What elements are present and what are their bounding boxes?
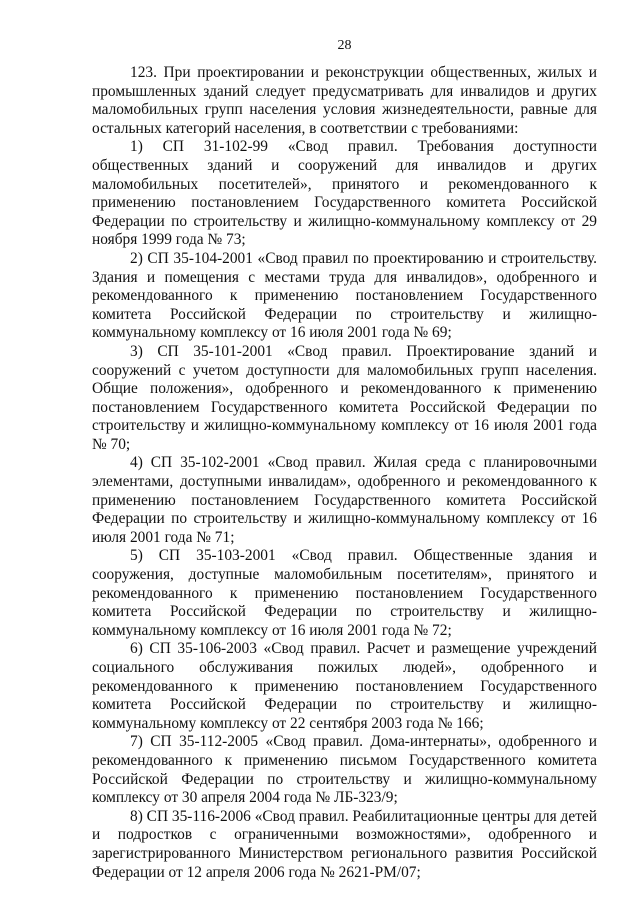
list-item-1: 1) СП 31-102-99 «Свод правил. Требования доступности общественных зданий и сооружений для инвалидов и других маломобильных посетителей», принятого и рекомендованного к применению постановлением Государственного комитета Российской Федерации по строительству и жилищно-коммунальному комплексу от 29 ноября 1999 года № 73; bbox=[92, 138, 597, 249]
list-item-5: 5) СП 35-103-2001 «Свод правил. Общественные здания и сооружения, доступные маломобильным посетителям», принятого и рекомендованного к применению постановлением Государственного комитета Российской Федерации по строительству и жилищно-коммунальному комплексу от 16 июля 2001 года № 72; bbox=[92, 547, 597, 639]
clause-123-intro: 123. При проектировании и реконструкции общественных, жилых и промышленных зданий следует предусматривать для инвалидов и других маломобильных групп населения условия жизнедеятельности, равные для остальных категорий населения, в соответствии с требованиями: bbox=[92, 64, 597, 137]
document-page bbox=[92, 0, 597, 905]
list-item-7: 7) СП 35-112-2005 «Свод правил. Дома-интернаты», одобренного и рекомендованного к применению письмом Государственного комитета Российской Федерации по строительству и жилищно-коммунальному комплексу от 30 апреля 2004 года № ЛБ-323/9; bbox=[92, 733, 597, 807]
list-item-2: 2) СП 35-104-2001 «Свод правил по проектированию и строительству. Здания и помещения с местами труда для инвалидов», одобренного и рекомендованного к применению постановлением Государственного комитета Российской Федерации по строительству и жилищно-коммунальному комплексу от 16 июля 2001 года № 69; bbox=[92, 249, 597, 342]
list-item-3: 3) СП 35-101-2001 «Свод правил. Проектирование зданий и сооружений с учетом доступности для маломобильных групп населения. Общие положения», одобренного и рекомендованного к применению постановлением Государственного комитета Российской Федерации по строительству и жилищно-коммунальному комплексу от 16 июля 2001 года № 70; bbox=[92, 342, 597, 453]
list-item-8: 8) СП 35-116-2006 «Свод правил. Реабилитационные центры для детей и подростков с ограниченными возможностями», одобренного и зарегистрированного Министерством регионального развития Российской Федерации от 12 апреля 2006 года № 2621-РМ/07; bbox=[92, 807, 597, 881]
list-item-6: 6) СП 35-106-2003 «Свод правил. Расчет и размещение учреждений социального обслуживания пожилых людей», одобренного и рекомендованного к применению постановлением Государственного комитета Российской Федерации по строительству и жилищно-коммунальному комплексу от 22 сентября 2003 года № 166; bbox=[92, 640, 597, 732]
list-item-4: 4) СП 35-102-2001 «Свод правил. Жилая среда с планировочными элементами, доступными инвалидам», одобренного и рекомендованного к применению постановлением Государственного комитета Российской Федерации по строительству и жилищно-коммунальному комплексу от 16 июля 2001 года № 71; bbox=[92, 454, 597, 546]
page-number: 28 bbox=[337, 38, 352, 53]
document-body bbox=[92, 64, 597, 882]
